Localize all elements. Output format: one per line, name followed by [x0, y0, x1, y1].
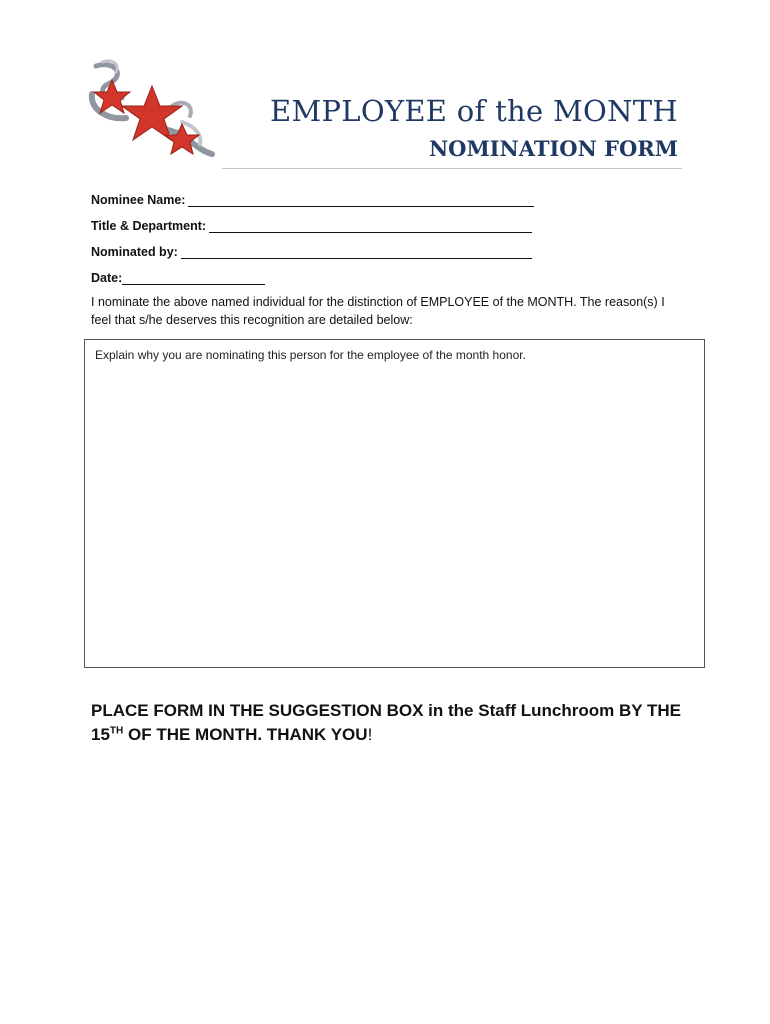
date-field[interactable] [91, 270, 265, 285]
footer-instruction [91, 699, 691, 747]
footer-day-number: 15 [91, 725, 110, 744]
intro-text: I nominate the above named individual for the distinction of EMPLOYEE of the MONTH. The reason(s) I feel that s/he deserves this recognition are detailed below: [91, 295, 665, 327]
footer-exclamation: ! [367, 725, 373, 744]
nominated-by-field[interactable] [91, 244, 532, 259]
reason-textarea[interactable] [84, 339, 705, 668]
reason-hint: Explain why you are nominating this person for the employee of the month honor. [95, 348, 526, 362]
header-divider [222, 168, 682, 169]
date-line[interactable] [122, 270, 265, 285]
nominated-by-label: Nominated by: [91, 245, 178, 259]
nominee-name-label: Nominee Name: [91, 193, 186, 207]
nominated-by-line[interactable] [181, 244, 532, 259]
title-department-field[interactable] [91, 218, 532, 233]
page-title: EMPLOYEE of the MONTH [269, 94, 678, 128]
date-label: Date: [91, 271, 123, 285]
footer-day-suffix: TH [109, 725, 124, 737]
nominee-name-field[interactable] [91, 192, 534, 207]
footer-line-2: OF THE MONTH. THANK YOU [123, 725, 368, 744]
page-subtitle: NOMINATION FORM [428, 136, 678, 161]
title-department-line[interactable] [209, 218, 532, 233]
footer-line-1: PLACE FORM IN THE SUGGESTION BOX in the Staff Lunchroom BY THE [91, 701, 681, 720]
title-department-label: Title & Department: [91, 219, 207, 233]
nominee-name-line[interactable] [188, 192, 534, 207]
stars-ribbon-icon [86, 58, 218, 166]
